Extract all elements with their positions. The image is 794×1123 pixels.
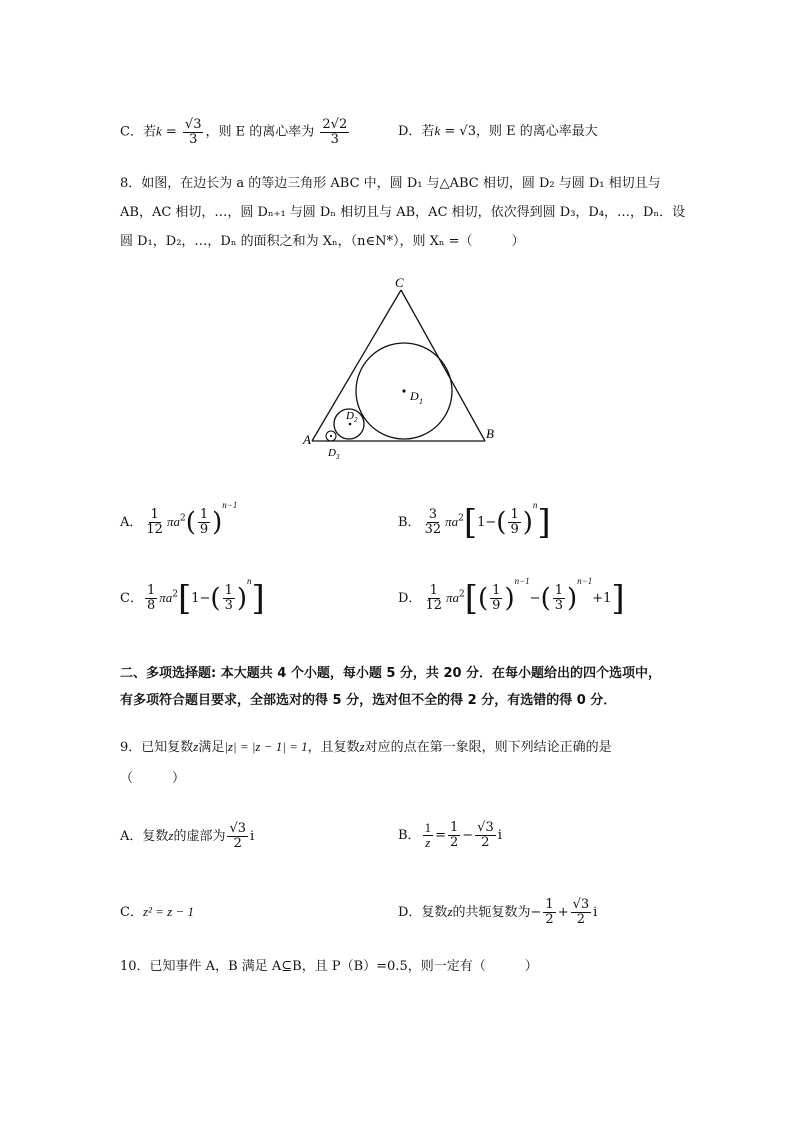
label-d1-sub: 1	[419, 397, 423, 406]
label-d1: D	[410, 389, 419, 403]
q9-option-d: D．复数z的共轭复数为− $\frac{1}{2}$ + $\frac{√3}{2}$ i	[398, 897, 598, 927]
q8-stem-line3: 圆 D₁，D₂，…，Dₙ 的面积之和为 Xₙ，（n∈N*），则 Xₙ =（ ）	[120, 234, 525, 249]
q9-answer-paren: （ ）	[120, 771, 186, 786]
q7-option-d: D．若k = √3，则 E 的离心率最大	[398, 123, 598, 139]
q8-option-a: A． $\frac{1}{12}$ $\pi a^2$( $\frac{1}{9}$ )$^{n-1}$	[120, 500, 238, 538]
q8-option-b: B． $\frac{3}{32}$ $\pi a^2[1-$( $\frac{1}{9}$ )$^n$]	[398, 500, 551, 543]
q8-stem-line2: AB，AC 相切，…，圆 Dₙ₊₁ 与圆 Dₙ 相切且与 AB，AC 相切，依次得到圆 D₃，D₄，…，Dₙ．设	[120, 205, 686, 220]
label-d3: D	[328, 447, 336, 459]
label-b: B	[486, 426, 494, 441]
q8-option-c: C． $\frac{1}{8}$ $\pi a^2[1-$( $\frac{1}{3}$ )$^n$]	[120, 576, 265, 619]
q8-stem-line1: 8．如图，在边长为 a 的等边三角形 ABC 中，圆 D₁ 与△ABC 相切，圆 D₂ 与圆 D₁ 相切且与	[120, 176, 661, 191]
q9-stem: 9．已知复数z满足|z| = |z − 1| = 1，且复数z对应的点在第一象限，则下列结论正确的是	[120, 739, 612, 755]
label-d2: D	[346, 410, 354, 422]
label-c: C	[395, 276, 404, 290]
center-d1	[402, 389, 405, 392]
center-d3	[330, 435, 332, 437]
q9-option-a: A．复数z的虚部为 $\frac{√3}{2}$ i	[120, 821, 255, 851]
triangle-abc	[312, 290, 485, 441]
section2-header-line1: 二、多项选择题: 本大题共 4 个小题，每小题 5 分，共 20 分．在每小题给出的四个选项中，	[120, 666, 662, 681]
q8-figure	[300, 276, 500, 461]
label-d2-sub: 2	[354, 416, 358, 424]
section2-header-line2: 有多项符合题目要求，全部选对的得 5 分，选对但不全的得 2 分，有选错的得 0 分．	[120, 693, 617, 708]
label-d3-sub: 3	[336, 453, 340, 461]
q8-option-d: D． $\frac{1}{12}$ $\pi a^2$[( $\frac{1}{9}$ )$^{n-1}$−( $\frac{1}{3}$ )$^{n-1}$+1]	[398, 576, 625, 619]
q7-option-c: C．若k = $\frac{√3}{3}$ ，则 E 的离心率为 $\frac{2√2}{3}$	[120, 117, 348, 147]
q10-stem: 10．已知事件 A，B 满足 A⊆B，且 P（B）=0.5，则一定有（ ）	[120, 959, 538, 974]
label-a: A	[303, 432, 311, 447]
q9-option-b: B． $\frac{1}{z}$ = $\frac{1}{2}$ − $\frac{√3}{2}$ i	[398, 820, 502, 850]
q9-option-c: C．z² = z − 1	[120, 904, 195, 920]
center-d2	[349, 423, 352, 426]
